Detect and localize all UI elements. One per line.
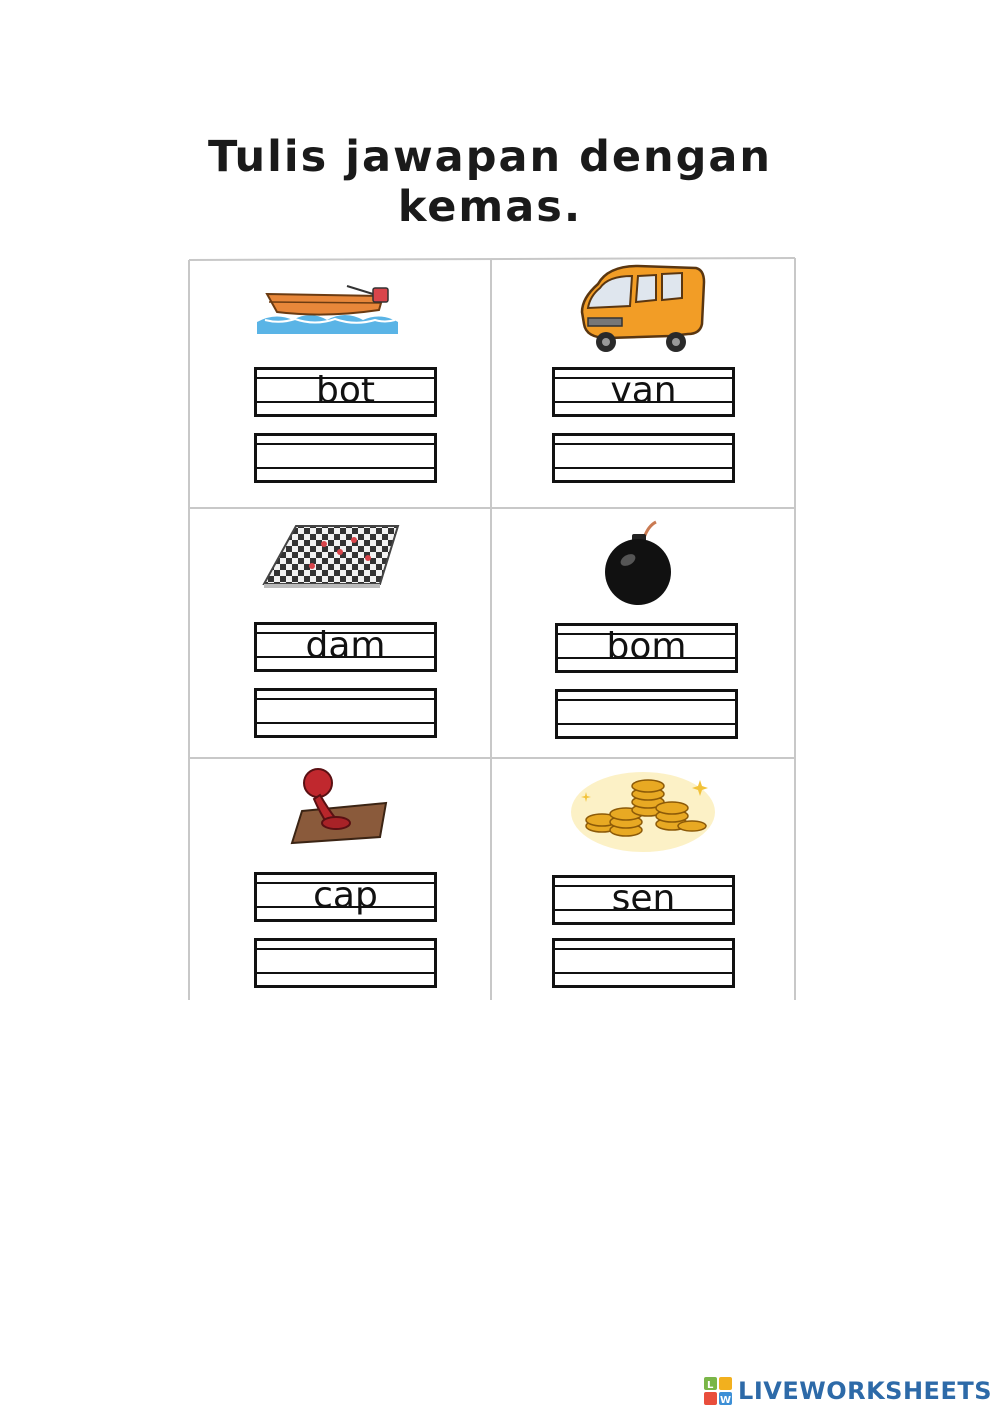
liveworksheets-mark-icon [704,1377,732,1405]
answer-input-box[interactable] [552,433,735,483]
liveworksheets-logo [704,1375,992,1407]
van-icon [578,262,708,357]
answer-box-example [552,367,735,417]
example-word: van [610,370,677,411]
answer-input-box[interactable] [555,689,738,739]
bomb-icon [600,516,675,606]
answer-box-example [254,367,437,417]
logo-letter-l: L [707,1380,714,1391]
checkers-board-icon [262,522,402,590]
answer-input-box[interactable] [254,433,437,483]
boat-icon [255,282,400,334]
example-word: cap [313,875,378,916]
coins-icon [568,764,718,854]
answer-input-box[interactable] [552,938,735,988]
example-word: dam [305,625,386,666]
example-word: sen [611,878,676,919]
title-line-1: Tulis jawapan dengan [207,132,773,182]
rubber-stamp-icon [290,765,390,845]
answer-input-box[interactable] [254,688,437,738]
logo-letter-w: W [720,1395,732,1405]
brand-name: LIVEWORKSHEETS [738,1377,992,1405]
answer-box-example [254,872,437,922]
example-word: bot [316,370,375,411]
answer-input-box[interactable] [254,938,437,988]
answer-box-example [552,875,735,925]
example-word: bom [606,626,687,667]
title-line-2: kemas. [397,182,583,232]
worksheet-title [180,132,800,232]
answer-box-example [254,622,437,672]
answer-box-example [555,623,738,673]
